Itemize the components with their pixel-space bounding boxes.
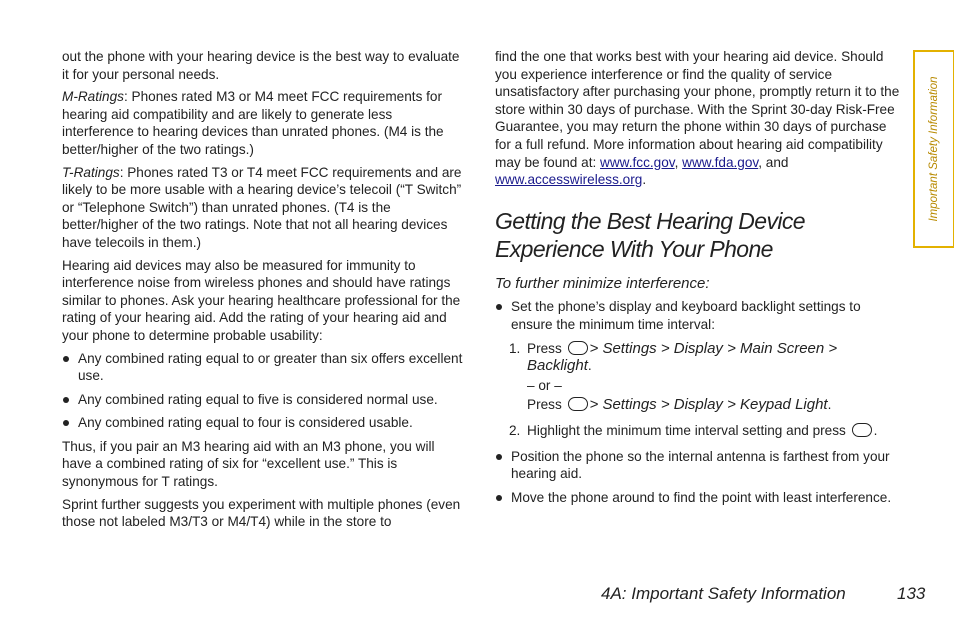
right-column <box>495 48 903 512</box>
link-separator: , and <box>758 154 789 170</box>
step-2-text: Highlight the minimum time interval setting and press <box>527 422 846 438</box>
list-item: Any combined rating equal to five is considered normal use. <box>62 391 466 409</box>
continued-text: find the one that works best with your hearing aid device. Should you experience interference or find the quality of service unsatisfactory after purchasing your phone, promptly return it to the store within 30 days of purchase. With the Sprint 30-day Risk-Free Guarantee, you may return the phone within 30 days of purchase for a full refund. More information about hearing aid compatibility may be found at: <box>495 49 900 170</box>
menu-path-keypad: > Settings > Display > Keypad Light <box>589 396 828 414</box>
subheading: To further minimize interference: <box>495 274 710 292</box>
thus-paragraph: Thus, if you pair an M3 hearing aid with an M3 phone, you will have a combined rating of six for “excellent use.” This is synonymous for T ratings. <box>62 438 435 490</box>
step-period: . <box>827 397 832 413</box>
press-label: Press <box>527 397 562 413</box>
page-number: 133 <box>897 584 926 603</box>
step-period: . <box>587 358 592 374</box>
t-ratings-label: T-Ratings <box>62 164 120 180</box>
link-fda[interactable]: www.fda.gov <box>682 154 759 170</box>
step-period: . <box>873 422 878 438</box>
rating-list <box>62 350 466 432</box>
sprint-paragraph: Sprint further suggests you experiment with multiple phones (even those not labeled M3/T3 or M4/T4) while in the store to <box>62 496 461 530</box>
list-item: Any combined rating equal to or greater than six offers excellent use. <box>62 350 466 385</box>
side-tab-label: Important Safety Information <box>928 76 940 222</box>
steps-list <box>495 340 903 440</box>
intro-paragraph: out the phone with your hearing device is the best way to evaluate it for your personal needs. <box>62 49 460 82</box>
step-2 <box>509 422 903 440</box>
press-label: Press <box>527 340 562 356</box>
tips-list-2 <box>495 448 903 507</box>
menu-key-icon <box>568 397 588 411</box>
side-tab <box>913 50 954 248</box>
step-number: 1. <box>509 340 521 356</box>
list-item: Move the phone around to find the point with least interference. <box>495 489 903 507</box>
menu-path-backlight: > Settings > Display > Main Screen > Backlight <box>527 339 838 375</box>
list-item: Any combined rating equal to four is considered usable. <box>62 414 466 432</box>
or-separator: – or – <box>527 377 562 393</box>
list-item: Set the phone’s display and keyboard backlight settings to ensure the minimum time interval: <box>495 298 903 333</box>
section-heading: Getting the Best Hearing Device Experience With Your Phone <box>495 207 805 262</box>
left-column <box>62 48 466 536</box>
continued-paragraph <box>495 48 903 189</box>
link-accesswireless[interactable]: www.accesswireless.org <box>495 172 643 188</box>
step-1 <box>509 340 903 414</box>
t-ratings-text: : Phones rated T3 or T4 meet FCC requirements and are likely to be more usable with a hearing device’s telecoil (“T Switch” or “Telephone Switch”) than unrated phones. (T4 is the better/higher of the two ratings. Note that not all hearing devices have telecoils in them.) <box>62 164 462 250</box>
step-number: 2. <box>509 422 521 438</box>
footer-section-title: 4A: Important Safety Information <box>601 584 846 603</box>
link-separator: , <box>674 154 683 170</box>
link-fcc[interactable]: www.fcc.gov <box>600 154 675 170</box>
tips-list-1 <box>495 298 903 333</box>
m-ratings-text: : Phones rated M3 or M4 meet FCC requirements for hearing aid compatibility and are likely to generate less interference to hearing devices than unrated phones. (M4 is the better/higher of the two ratings.) <box>62 89 444 157</box>
sentence-end: . <box>642 172 647 188</box>
immunity-paragraph: Hearing aid devices may also be measured for immunity to interference noise from wireless phones and should have ratings similar to phones. Ask your hearing healthcare professional for the rating of your hearing aid. Add the rating of your hearing aid and your phone to determine probable usability: <box>62 257 461 343</box>
list-item: Position the phone so the internal antenna is farthest from your hearing aid. <box>495 448 903 483</box>
menu-key-icon <box>568 341 588 355</box>
m-ratings-label: M-Ratings <box>62 89 124 105</box>
m-ratings-paragraph <box>62 88 466 158</box>
t-ratings-paragraph <box>62 164 466 252</box>
ok-key-icon <box>852 423 872 437</box>
